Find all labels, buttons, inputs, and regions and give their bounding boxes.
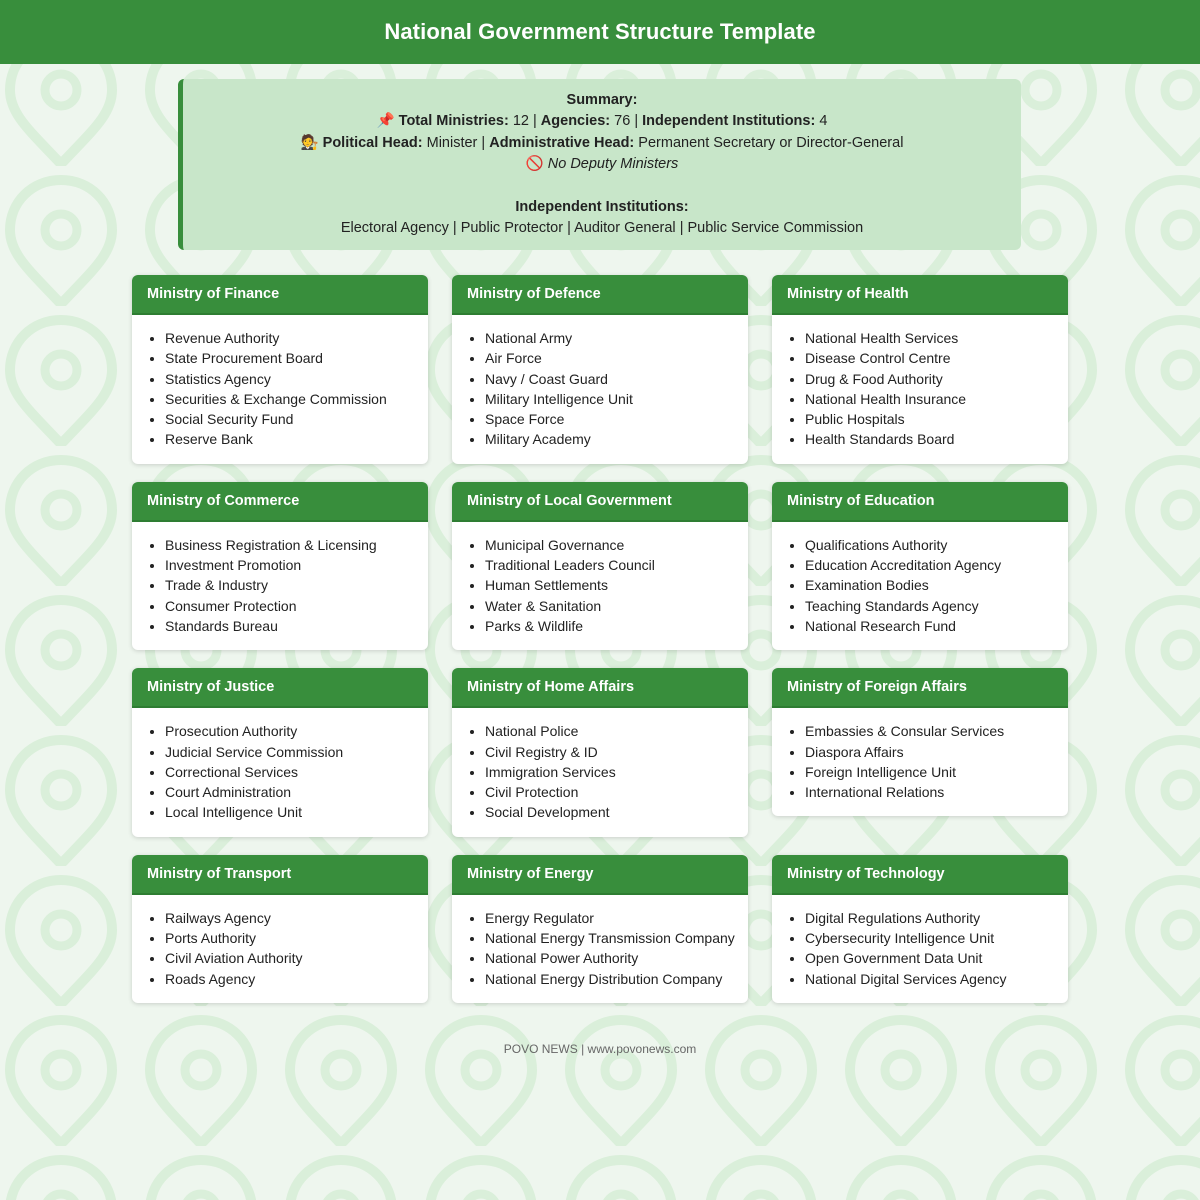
independent-institutions-value: 4 bbox=[819, 113, 828, 130]
agency-item: • Municipal Governance bbox=[485, 535, 748, 555]
ministry-card bbox=[772, 275, 1068, 464]
institution-item: Public Protector bbox=[460, 220, 564, 237]
summary-heads-line bbox=[183, 133, 1021, 154]
agency-list bbox=[452, 522, 748, 650]
agency-list bbox=[452, 895, 748, 1003]
ministry-title: Ministry of Health bbox=[772, 275, 1068, 315]
agency-item: • Foreign Intelligence Unit bbox=[805, 762, 1068, 782]
judge-icon: 🧑‍⚖️ bbox=[300, 134, 319, 151]
agency-item: • Digital Regulations Authority bbox=[805, 908, 1068, 928]
page-title: National Government Structure Template bbox=[384, 19, 816, 44]
footer-credit: POVO NEWS | www.povonews.com bbox=[503, 1042, 697, 1056]
ministry-title: Ministry of Transport bbox=[132, 855, 428, 895]
ministry-card bbox=[132, 855, 428, 1003]
agency-item: • Social Development bbox=[485, 802, 748, 822]
agency-item: • Reserve Bank bbox=[165, 429, 428, 449]
separator: | bbox=[452, 220, 457, 237]
agency-list bbox=[132, 522, 428, 650]
agency-item: • National Health Insurance bbox=[805, 389, 1068, 409]
agency-item: • Navy / Coast Guard bbox=[485, 369, 748, 389]
ministry-card bbox=[452, 668, 748, 836]
pushpin-icon: 📌 bbox=[376, 113, 395, 130]
ministry-title: Ministry of Education bbox=[772, 482, 1068, 522]
ministry-title: Ministry of Defence bbox=[452, 275, 748, 315]
agency-item: • Public Hospitals bbox=[805, 409, 1068, 429]
agency-item: • Revenue Authority bbox=[165, 328, 428, 348]
agency-item: • Education Accreditation Agency bbox=[805, 555, 1068, 575]
agency-item: • State Procurement Board bbox=[165, 348, 428, 368]
ministry-title: Ministry of Foreign Affairs bbox=[772, 668, 1068, 708]
agency-list bbox=[452, 315, 748, 464]
institutions-heading: Independent Institutions: bbox=[515, 198, 689, 215]
agency-item: • National Energy Distribution Company bbox=[485, 969, 748, 989]
agency-list bbox=[772, 522, 1068, 650]
title-bar bbox=[0, 0, 1200, 64]
agency-item: • Parks & Wildlife bbox=[485, 616, 748, 636]
agency-item: • Teaching Standards Agency bbox=[805, 596, 1068, 616]
ministry-card bbox=[772, 855, 1068, 1003]
ministry-card bbox=[132, 275, 428, 464]
ministry-title: Ministry of Local Government bbox=[452, 482, 748, 522]
agency-item: • National Health Services bbox=[805, 328, 1068, 348]
agency-list bbox=[772, 895, 1068, 1003]
institutions-list bbox=[183, 218, 1021, 239]
agency-item: • Military Academy bbox=[485, 429, 748, 449]
agency-list bbox=[132, 315, 428, 464]
agency-item: • Judicial Service Commission bbox=[165, 742, 428, 762]
agency-item: • National Research Fund bbox=[805, 616, 1068, 636]
political-head-label: Political Head: bbox=[322, 134, 423, 151]
administrative-head-value: Permanent Secretary or Director-General bbox=[638, 134, 904, 151]
ministry-card bbox=[132, 482, 428, 650]
spacer bbox=[183, 176, 1021, 197]
agency-item: • Railways Agency bbox=[165, 908, 428, 928]
separator: | bbox=[532, 113, 537, 130]
agency-item: • Military Intelligence Unit bbox=[485, 389, 748, 409]
agency-list bbox=[772, 315, 1068, 464]
agency-item: • Statistics Agency bbox=[165, 369, 428, 389]
agency-item: • Standards Bureau bbox=[165, 616, 428, 636]
agency-item: • Local Intelligence Unit bbox=[165, 802, 428, 822]
no-deputy-line bbox=[183, 154, 1021, 175]
agency-item: • Open Government Data Unit bbox=[805, 948, 1068, 968]
agency-item: • Embassies & Consular Services bbox=[805, 721, 1068, 741]
agency-item: • Securities & Exchange Commission bbox=[165, 389, 428, 409]
separator: | bbox=[679, 220, 684, 237]
agency-item: • Human Settlements bbox=[485, 575, 748, 595]
agency-item: • Trade & Industry bbox=[165, 575, 428, 595]
agency-item: • Roads Agency bbox=[165, 969, 428, 989]
agency-item: • National Energy Transmission Company bbox=[485, 928, 748, 948]
agency-item: • Cybersecurity Intelligence Unit bbox=[805, 928, 1068, 948]
agency-item: • Consumer Protection bbox=[165, 596, 428, 616]
ministry-title: Ministry of Home Affairs bbox=[452, 668, 748, 708]
ministry-title: Ministry of Energy bbox=[452, 855, 748, 895]
agency-item: • National Army bbox=[485, 328, 748, 348]
separator: | bbox=[634, 113, 639, 130]
ministry-title: Ministry of Commerce bbox=[132, 482, 428, 522]
administrative-head-label: Administrative Head: bbox=[489, 134, 635, 151]
agency-item: • Immigration Services bbox=[485, 762, 748, 782]
agency-item: • Social Security Fund bbox=[165, 409, 428, 429]
agency-item: • National Power Authority bbox=[485, 948, 748, 968]
ministry-card bbox=[132, 668, 428, 836]
agency-item: • Traditional Leaders Council bbox=[485, 555, 748, 575]
institutions-heading-line bbox=[183, 197, 1021, 218]
ministry-card bbox=[772, 482, 1068, 650]
prohibited-icon: 🚫 bbox=[525, 156, 544, 173]
summary-panel bbox=[178, 79, 1021, 250]
separator: | bbox=[481, 134, 486, 151]
agency-item: • Air Force bbox=[485, 348, 748, 368]
agency-item: • Civil Aviation Authority bbox=[165, 948, 428, 968]
agency-item: • Court Administration bbox=[165, 782, 428, 802]
agency-list bbox=[132, 708, 428, 836]
ministry-title: Ministry of Technology bbox=[772, 855, 1068, 895]
agency-item: • Space Force bbox=[485, 409, 748, 429]
total-ministries-label: Total Ministries: bbox=[398, 113, 509, 130]
summary-heading: Summary: bbox=[566, 92, 638, 108]
separator: | bbox=[567, 220, 571, 237]
agencies-label: Agencies: bbox=[540, 113, 611, 130]
agency-item: • International Relations bbox=[805, 782, 1068, 802]
agency-item: • Prosecution Authority bbox=[165, 721, 428, 741]
ministry-card bbox=[772, 668, 1068, 816]
agency-list bbox=[132, 895, 428, 1003]
agency-item: • Diaspora Affairs bbox=[805, 742, 1068, 762]
ministry-title: Ministry of Finance bbox=[132, 275, 428, 315]
agency-item: • Civil Registry & ID bbox=[485, 742, 748, 762]
agency-item: • Energy Regulator bbox=[485, 908, 748, 928]
summary-heading-line bbox=[183, 90, 1021, 111]
agency-item: • Ports Authority bbox=[165, 928, 428, 948]
agency-item: • Health Standards Board bbox=[805, 429, 1068, 449]
agency-item: • Business Registration & Licensing bbox=[165, 535, 428, 555]
agency-list bbox=[452, 708, 748, 836]
no-deputy-text: No Deputy Ministers bbox=[547, 156, 679, 173]
ministry-card bbox=[452, 275, 748, 464]
agency-item: • Disease Control Centre bbox=[805, 348, 1068, 368]
agency-item: • National Digital Services Agency bbox=[805, 969, 1068, 989]
ministries-grid bbox=[132, 275, 1068, 1003]
ministry-card bbox=[452, 482, 748, 650]
agency-item: • Qualifications Authority bbox=[805, 535, 1068, 555]
ministry-title: Ministry of Justice bbox=[132, 668, 428, 708]
agency-item: • Civil Protection bbox=[485, 782, 748, 802]
ministry-card bbox=[452, 855, 748, 1003]
agency-item: • Water & Sanitation bbox=[485, 596, 748, 616]
total-ministries-value: 12 bbox=[512, 113, 529, 130]
independent-institutions-label: Independent Institutions: bbox=[642, 113, 816, 130]
agencies-value: 76 bbox=[614, 113, 631, 130]
political-head-value: Minister bbox=[426, 134, 478, 151]
agency-item: • Drug & Food Authority bbox=[805, 369, 1068, 389]
agency-item: • National Police bbox=[485, 721, 748, 741]
institution-item: Auditor General bbox=[574, 220, 676, 237]
agency-item: • Examination Bodies bbox=[805, 575, 1068, 595]
summary-counts-line bbox=[183, 111, 1021, 132]
institution-item: Electoral Agency bbox=[340, 220, 449, 237]
agency-item: • Correctional Services bbox=[165, 762, 428, 782]
institution-item: Public Service Commission bbox=[687, 220, 864, 237]
agency-item: • Investment Promotion bbox=[165, 555, 428, 575]
agency-list bbox=[772, 708, 1068, 816]
